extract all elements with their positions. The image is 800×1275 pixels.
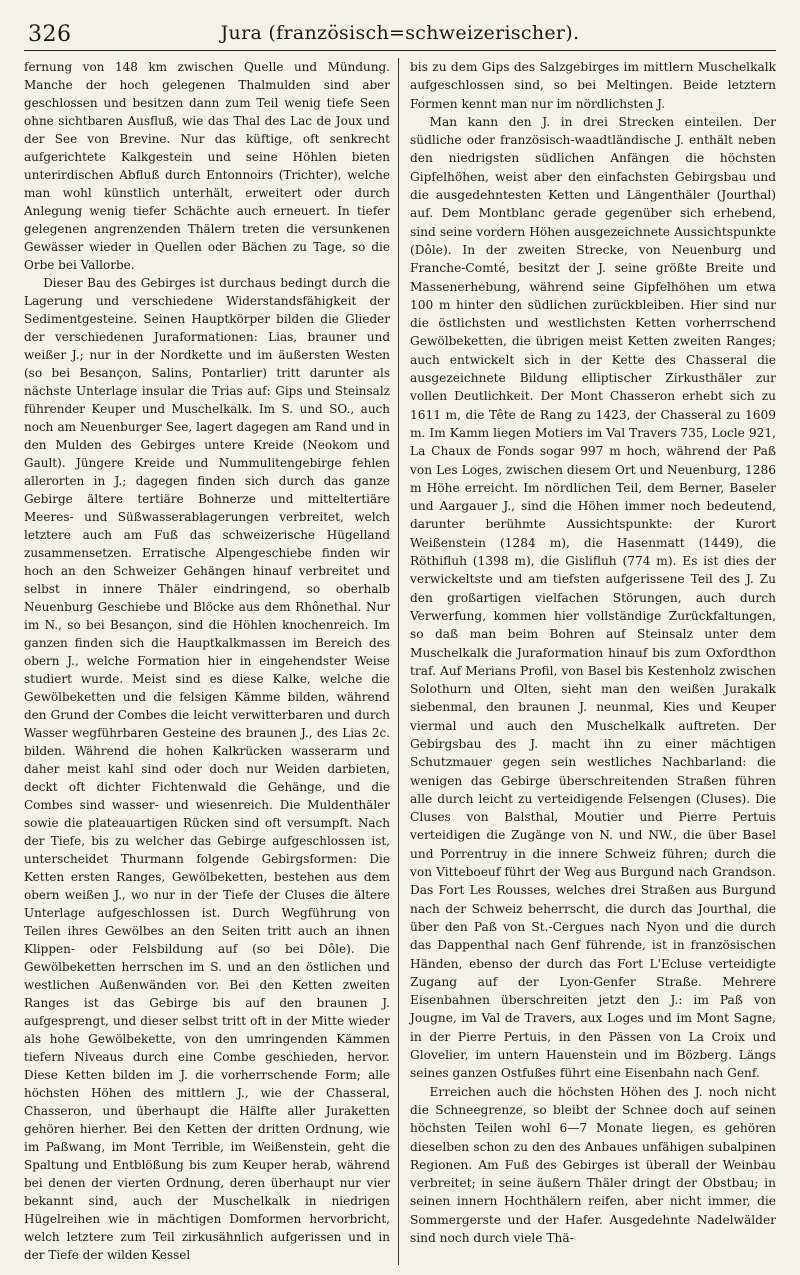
column-divider — [398, 58, 399, 1265]
right-paragraph-2: Man kann den J. in drei Strecken einteilen. Der südliche oder französisch-waadtländische J. enthält neben den niedrigsten südlichen Anfängen die höchsten Gipfelhöhen, weist aber den einfachsten Gebirgsbau und die ausgedehntesten Ketten und Längenthäler (Jourthal) auf. Dem Montblanc gerade gegenüber sich erhebend, sind seine vordern Höhen ausgezeichnete Aussichtspunkte (Dôle). In der zweiten Strecke, von Neuenburg und Franche-Comté, besitzt der J. seine größte Breite und Massenerhebung, während seine Gipfelhöhen um etwa 100 m hinter den südlichen zurückbleiben. Hier sind nur die östlichsten und westlichsten Ketten vorherrschend Gewölbeketten, die übrigen meist Ketten zweiten Ranges; auch entwickelt sich in der Kette des Chasseral die ausgezeichnete Bildung elliptischer Zirkusthäler zur vollen Deutlichkeit. Der Mont Chasseron erhebt sich zu 1611 m, die Tête de Rang zu 1423, der Chasseral zu 1609 m. Im Kamm liegen Motiers im Val Travers 735, Locle 921, La Chaux de Fonds sogar 997 m hoch, während der Paß von Les Loges, zwischen diesem Ort und Neuenburg, 1286 m Höhe erreicht. Im nördlichen Teil, dem Berner, Baseler und Aargauer J., sind die Höhen immer noch bedeutend, darunter berühmte Aussichtspunkte: der Kurort Weißenstein (1284 m), die Hasenmatt (1449), die Röthifluh (1398 m), die Gislifluh (774 m). Es ist dies der verwickeltste und am tiefsten aufgerissene Teil des J. Zu den großartigen vielfachen Störungen, auch durch Verwerfung, kommen hier vollständige Zurückfaltungen, so daß man beim Bohren auf Steinsalz unter dem Muschelkalk die Juraformation hinauf bis zum Oxfordthon traf. Auf Merians Profil, von Basel bis Kestenholz zwischen Solothurn und Olten, sieht man den weißen Jurakalk siebenmal, den braunen J. neunmal, Kies und Keuper viermal und auch den Muschelkalk auftreten. Der Gebirgsbau des J. macht ihn zu einer mächtigen Schutzmauer gegen sein westliches Nachbarland: die wenigen das Gebirge überschreitenden Straßen führen alle durch leicht zu verteidigende Felsengen (Cluses). Die Cluses von Balsthal, Moutier und Pierre Pertuis verteidigen die Zugänge von N. und NW., die über Basel und Porrentruy in die innere Schweiz führen; durch die von Vitteboeuf führt der Weg aus Burgund nach Grandson. Das Fort Les Rousses, welches drei Straßen aus Burgund nach der Schweiz beherrscht, die durch das Jourthal, die über den Paß von St.-Cergues nach Nyon und die durch das Dappenthal nach Genf führende, ist in französischen Händen, ebenso der durch das Fort L'Ecluse verteidigte Zugang auf der Lyon-Genfer Straße. Mehrere Eisenbahnen überschreiten jetzt den J.: im Paß von Jougne, im Val de Travers, aux Loges und im Mont Sagne, in der Pierre Pertuis, in den Pässen von La Croix und Glovelier, im untern Hauenstein und im Bözberg. Längs seines ganzen Ostfußes führt eine Eisenbahn nach Genf. — [410, 114, 776, 1081]
left-paragraph-1: fernung von 148 km zwischen Quelle und Mündung. Manche der hoch gelegenen Thalmulden sind aber geschlossen und besitzen dann zum Teil wenig tiefe Seen ohne sichtbaren Ausfluß, wie das Thal des Lac de Joux und der See von Brevine. Nur das küftige, oft senkrecht aufgerichtete Kalkgestein und seine Höhlen bieten unterirdischen Abfluß durch Entonnoirs (Trichter), welche man wohl künstlich unterhält, erweitert oder durch Anlegung wenig tiefer Schächte auch erneuert. In tiefer gelegenen angrenzenden Thälern treten die versunkenen Gewässer wieder in Quellen oder Bächen zu Tage, so die Orbe bei Vallorbe. — [24, 60, 390, 272]
page-number: 326 — [28, 22, 72, 47]
running-title: Jura (französisch=schweizerischer). — [220, 22, 580, 44]
page-header — [24, 10, 776, 51]
left-column — [24, 58, 390, 1264]
right-paragraph-1: bis zu dem Gips des Salzgebirges im mittlern Muschelkalk aufgeschlossen sind, so bei Meltingen. Beide letztern Formen kennt man nur im nördlichsten J. — [410, 60, 776, 111]
right-paragraph-3: Erreichen auch die höchsten Höhen des J. noch nicht die Schneegrenze, so bleibt der Schnee doch auf seinen höchsten Teilen wohl 6—7 Monate liegen, es gehören dieselben schon zu den des Anbaues unfähigen subalpinen Regionen. Am Fuß des Gebirges ist überall der Weinbau verbreitet; in seine äußern Thäler dringt der Obstbau; in seinen innern Hochthälern reifen, aber nicht immer, die Sommergerste und der Hafer. Ausgedehnte Nadelwälder sind noch durch viele Thä- — [410, 1084, 776, 1245]
right-column — [410, 58, 776, 1247]
left-paragraph-2: Dieser Bau des Gebirges ist durchaus bedingt durch die Lagerung und verschiedene Widerstandsfähigkeit der Sedimentgesteine. Seinen Hauptkörper bilden die Glieder der verschiedenen Juraformationen: Lias, brauner und weißer J.; nur in der Nordkette und im äußersten Westen (so bei Besançon, Salins, Pontarlier) tritt darunter als nächste Unterlage insular die Trias auf: Gips und Steinsalz führender Keuper und Muschelkalk. Im S. und SO., auch noch am Neuenburger See, lagert dagegen am Rand und in den Mulden des Gebirges untere Kreide (Neokom und Gault). Jüngere Kreide und Nummulitengebirge fehlen allerorten in J.; dagegen finden sich durch das ganze Gebirge ältere tertiäre Bohnerze und mitteltertiäre Meeres- und Süßwasserablagerungen verbreitet, welch letztere auch am Fuß das schweizerische Hügelland zusammensetzen. Erratische Alpengeschiebe finden wir hoch an den Schweizer Gehängen hinauf verbreitet und selbst in innere Thäler eindringend, so oberhalb Neuenburg Geschiebe und Blöcke aus dem Rhônethal. Nur im N., so bei Besançon, sind die Höhlen knochenreich. Im ganzen finden sich die Hauptkalkmassen im Bereich des obern J., welche Formation hier in eingehendster Weise studiert wurde. Meist sind es diese Kalke, welche die Gewölbeketten und die felsigen Kämme bilden, während den Grund der Combes die leicht verwitterbaren und durch Wasser wegführbaren Gesteine des braunen J., des Lias 2c. bilden. Während die hohen Kalkrücken wasserarm und daher meist kahl sind oder doch nur Weiden darbieten, deckt oft dichter Fichtenwald die Gehänge, und die Combes sind wasser- und wiesenreich. Die Muldenthäler sowie die plateauartigen Rücken sind oft versumpft. Nach der Tiefe, bis zu welcher das Gebirge aufgeschlossen ist, unterscheidet Thurmann folgende Gebirgsformen: Die Ketten ersten Ranges, Gewölbeketten, bestehen aus dem obern weißen J., wo nur in der Tiefe der Cluses die ältere Unterlage aufgeschlossen ist. Durch Wegführung von Teilen ihres Gewölbes an den Seiten tritt auch an ihnen Klippen- oder Felsbildung auf (so bei Dôle). Die Gewölbeketten herrschen im S. und an den östlichen und westlichen Außenwänden vor. Bei den Ketten zweiten Ranges ist das Gebirge bis auf den braunen J. aufgesprengt, und dieser selbst tritt oft in der Mitte wieder als hohe Gewölbekette, von den umringenden Kämmen tiefern Niveaus durch eine Combe geschieden, hervor. Diese Ketten bilden im J. die vorherrschende Form; alle höchsten Höhen des mittlern J., wie der Chasseral, Chasseron, und überhaupt die Hälfte aller Juraketten gehören hierher. Bei den Ketten der dritten Ordnung, wie im Paßwang, im Mont Terrible, im Weißenstein, geht die Spaltung und Entblößung bis zum Keuper herab, während bei denen der vierten Ordnung, deren überhaupt nur vier bekannt sind, auch der Muschelkalk in niedrigen Hügelreihen wie in mächtigen Domformen hervorbricht, welch letztere zum Teil zirkusähnlich aufgerissen und in der Tiefe der wilden Kessel — [24, 276, 390, 1262]
